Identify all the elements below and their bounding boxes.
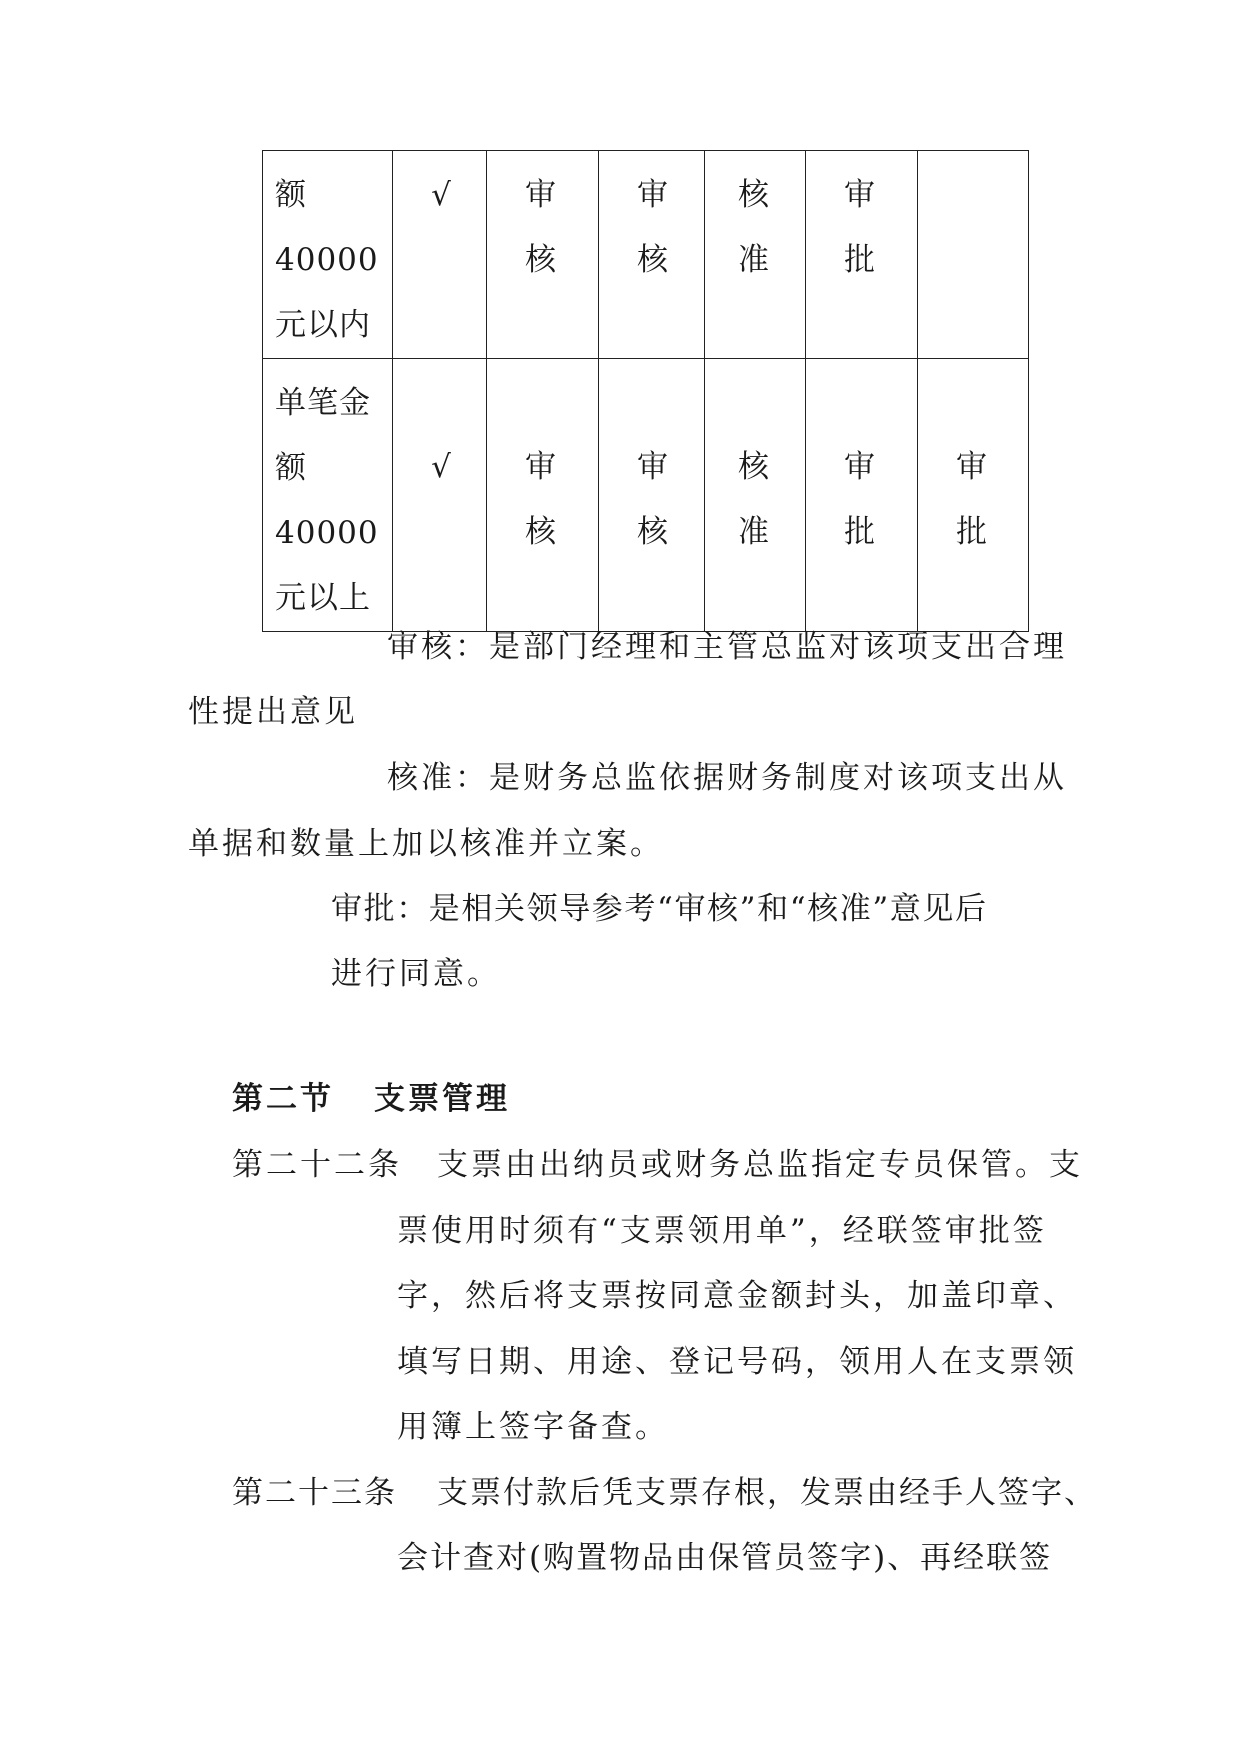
definition-shenpi-line2: 进行同意。 xyxy=(331,956,501,992)
definition-shenhe-line2: 性提出意见 xyxy=(188,694,358,730)
approval-cell xyxy=(806,151,918,359)
approval-cell xyxy=(806,359,918,632)
cell-char: 核 xyxy=(738,449,770,485)
article-22-line5: 用簿上签字备查。 xyxy=(397,1409,669,1445)
cell-char: 批 xyxy=(956,514,988,550)
cell-char: 审 xyxy=(637,177,669,213)
approval-cell xyxy=(487,151,599,359)
cell-char: 批 xyxy=(844,242,876,278)
table-row xyxy=(263,151,1029,359)
approval-cell xyxy=(599,151,705,359)
cell-char: 审 xyxy=(956,449,988,485)
definition-shenhe-line1: 审核：是部门经理和主管总监对该项支出合理 xyxy=(387,629,1067,665)
row-label-line: 40000 xyxy=(275,242,379,278)
approval-cell-empty xyxy=(918,151,1029,359)
section-title: 支票管理 xyxy=(374,1081,510,1117)
section-number: 第二节 xyxy=(232,1081,334,1117)
check-mark: √ xyxy=(431,449,452,485)
article-22-line3: 字，然后将支票按同意金额封头，加盖印章、 xyxy=(397,1278,1077,1314)
approval-cell xyxy=(599,359,705,632)
cell-char: 审 xyxy=(525,177,557,213)
cell-char: 准 xyxy=(738,242,770,278)
definition-hezhun-line2: 单据和数量上加以核准并立案。 xyxy=(188,826,664,862)
cell-char: 审 xyxy=(844,177,876,213)
approval-cell xyxy=(705,359,806,632)
row-label-line: 40000 xyxy=(275,515,379,551)
check-cell xyxy=(393,359,487,632)
approval-cell xyxy=(487,359,599,632)
definition-shenpi-line1: 审批：是相关领导参考“审核”和“核准”意见后 xyxy=(331,891,988,927)
row-label-line: 元以上 xyxy=(275,580,371,616)
approval-cell xyxy=(918,359,1029,632)
article-23-text: 支票付款后凭支票存根，发票由经手人签字、 xyxy=(437,1475,1097,1511)
cell-char: 核 xyxy=(525,514,557,550)
cell-char: 准 xyxy=(738,514,770,550)
article-23-line2: 会计查对(购置物品由保管员签字)、再经联签 xyxy=(397,1540,1053,1576)
table-row xyxy=(263,359,1029,632)
article-23-line1 xyxy=(232,1467,1097,1512)
article-22-line4: 填写日期、用途、登记号码，领用人在支票领 xyxy=(397,1344,1077,1380)
article-22-line2: 票使用时须有“支票领用单”，经联签审批签 xyxy=(397,1213,1047,1249)
cell-char: 核 xyxy=(525,242,557,278)
check-cell xyxy=(393,151,487,359)
article-23-number: 第二十三条 xyxy=(232,1475,397,1511)
cell-char: 核 xyxy=(637,514,669,550)
cell-char: 核 xyxy=(738,177,770,213)
article-22-text: 支票由出纳员或财务总监指定专员保管。支 xyxy=(437,1147,1083,1183)
row-label-line: 元以内 xyxy=(275,307,371,343)
cell-char: 核 xyxy=(637,242,669,278)
row-label-line: 额 xyxy=(275,450,307,486)
row-label-line: 额 xyxy=(275,177,307,213)
section-heading xyxy=(232,1073,510,1118)
approval-table xyxy=(262,150,1029,632)
cell-char: 审 xyxy=(844,449,876,485)
definition-hezhun-line1: 核准：是财务总监依据财务制度对该项支出从 xyxy=(387,760,1067,796)
article-22-number: 第二十二条 xyxy=(232,1147,402,1183)
cell-char: 批 xyxy=(844,514,876,550)
cell-char: 审 xyxy=(525,449,557,485)
row-label-cell xyxy=(263,359,393,632)
cell-char: 审 xyxy=(637,449,669,485)
row-label-cell xyxy=(263,151,393,359)
article-22-line1 xyxy=(232,1139,1083,1184)
check-mark: √ xyxy=(431,177,452,213)
row-label-line: 单笔金 xyxy=(275,385,371,421)
approval-cell xyxy=(705,151,806,359)
